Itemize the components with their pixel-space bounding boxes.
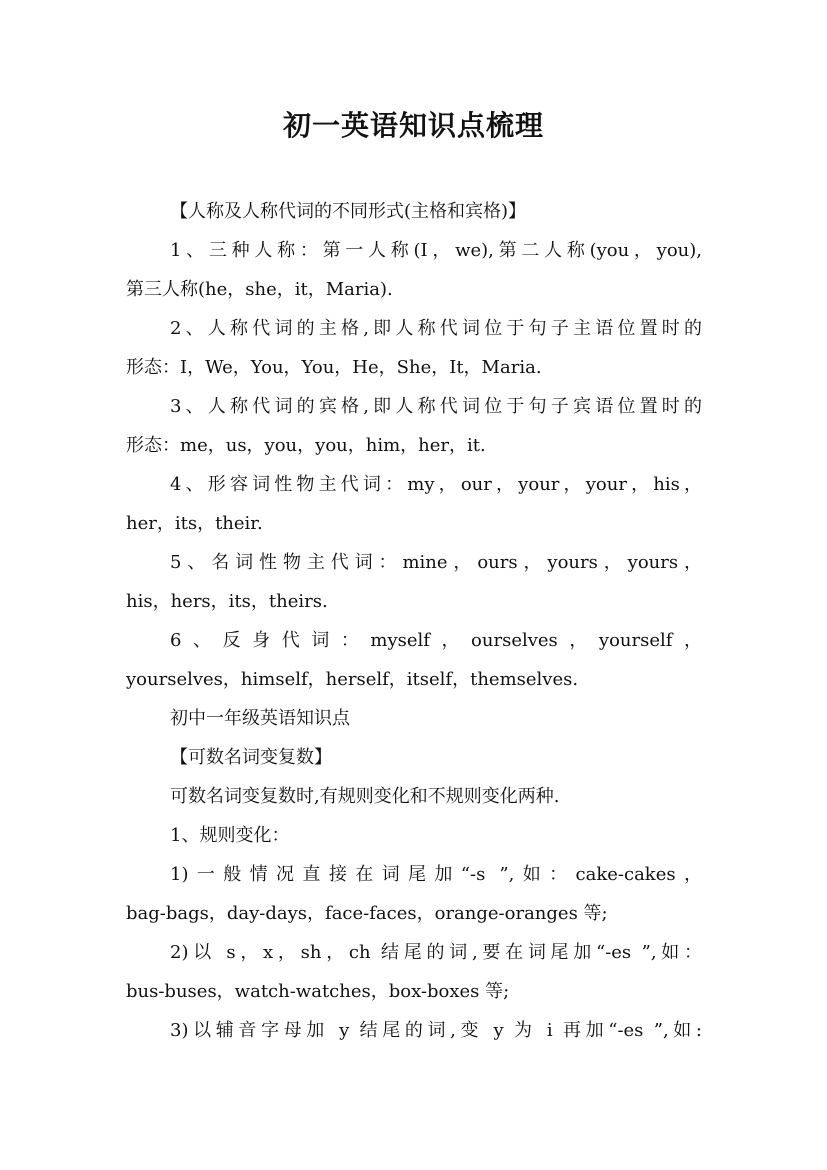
paragraph-line: his，hers，its，theirs. [126,591,328,612]
paragraph-line: bus-buses，watch-watches，box-boxes 等; [126,981,510,1002]
paragraph-line: 2、人称代词的主格,即人称代词位于句子主语位置时的 [170,318,702,339]
paragraph-line: 形态：me，us，you，you，him，her，it. [126,435,486,456]
paragraph-line: yourselves，himself，herself，itself，themselves. [126,669,579,690]
paragraph-line: 4、形容词性物主代词：my，our，your，your，his， [170,474,702,495]
paragraph-line: 形态：I，We，You，You，He，She，It，Maria. [126,357,542,378]
paragraph-line: 2)以 s，x，sh，ch 结尾的词,要在词尾加“-es ”,如： [170,942,702,963]
paragraph-line: 1)一般情况直接在词尾加“-s ”,如：cake-cakes， [170,864,702,885]
document-title: 初一英语知识点梳理 [282,109,544,142]
paragraph-line: 可数名词变复数时,有规则变化和不规则变化两种. [170,786,560,807]
paragraph-line: 3、人称代词的宾格,即人称代词位于句子宾语位置时的 [170,396,702,417]
section-heading-pronouns: 【人称及人称代词的不同形式(主格和宾格)】 [170,201,527,222]
paragraph-line: 3)以辅音字母加 y 结尾的词,变 y 为 i 再加“-es ”,如: [170,1020,702,1041]
paragraph-line: 1、三种人称：第一人称(I，we),第二人称(you，you), [170,240,702,261]
paragraph-line: bag-bags，day-days，face-faces，orange-oranges 等; [126,903,608,924]
paragraph-line: her，its，their. [126,513,263,534]
section-heading-grade-one: 初中一年级英语知识点 [170,708,350,729]
paragraph-line: 第三人称(he，she，it，Maria). [126,279,393,300]
paragraph-line: 1、规则变化： [170,825,290,846]
section-heading-plural-nouns: 【可数名词变复数】 [170,747,332,768]
paragraph-line: 6、反身代词：myself，ourselves，yourself， [170,630,702,651]
paragraph-line: 5、名词性物主代词：mine，ours，yours，yours， [170,552,702,573]
